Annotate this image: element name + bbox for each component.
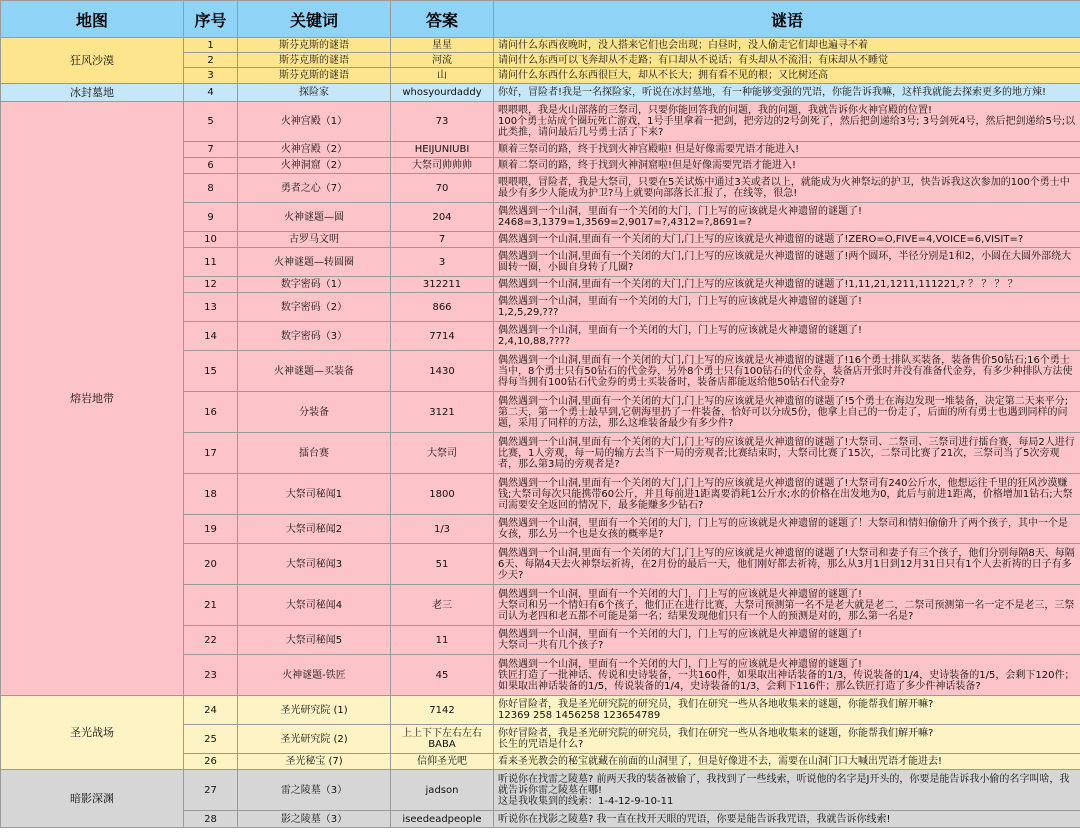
- row-number-cell: 8: [184, 174, 238, 203]
- keyword-cell: 圣光研究院 (1): [238, 696, 391, 725]
- header-row: [1, 1, 1080, 38]
- row-number-cell: 21: [184, 585, 238, 626]
- keyword-cell: 影之陵墓（3）: [238, 811, 391, 828]
- riddle-cell: 偶然遇到一个山洞，里面有一个关闭的大门，门上写的应该就是火神遗留的谜题了! 2468=3,1379=1,3569=2,9017=?,4312=?,8691=?: [494, 203, 1080, 232]
- keyword-cell: 火神宫殿（2）: [238, 142, 391, 158]
- keyword-cell: 大祭司秘闻2: [238, 515, 391, 544]
- row-number-cell: 17: [184, 433, 238, 474]
- keyword-cell: 雷之陵墓（3）: [238, 770, 391, 811]
- keyword-cell: 勇者之心（7）: [238, 174, 391, 203]
- answer-cell: iseedeadpeople: [391, 811, 494, 828]
- riddle-cell: 偶然遇到一个山洞，里面有一个关闭的大门，门上写的应该就是火神遗留的谜题了! 2,4,10,88,????: [494, 322, 1080, 351]
- answer-cell: 866: [391, 293, 494, 322]
- header-map: 地图: [1, 1, 184, 38]
- map-cell: 熔岩地带: [1, 102, 184, 696]
- keyword-cell: 大祭司秘闻3: [238, 544, 391, 585]
- row-number-cell: 27: [184, 770, 238, 811]
- row-number-cell: 13: [184, 293, 238, 322]
- riddle-cell: 偶然遇到一个山洞，里面有一个关闭的大门，门上写的应该就是火神遗留的谜题了！大祭司和情妇偷偷升了两个孩子，其中一个是女孩，那么另一个也是女孩的概率是?: [494, 515, 1080, 544]
- answer-cell: 1/3: [391, 515, 494, 544]
- keyword-cell: 大祭司秘闻5: [238, 626, 391, 655]
- row-number-cell: 19: [184, 515, 238, 544]
- answer-cell: 204: [391, 203, 494, 232]
- row-number-cell: 28: [184, 811, 238, 828]
- keyword-cell: 大祭司秘闻1: [238, 474, 391, 515]
- row-number-cell: 4: [184, 84, 238, 102]
- keyword-cell: 数字密码（3）: [238, 322, 391, 351]
- keyword-cell: 火神谜题-铁匠: [238, 655, 391, 696]
- answer-cell: 11: [391, 626, 494, 655]
- row-number-cell: 12: [184, 277, 238, 293]
- riddle-cell: 你好冒险者，我是圣光研究院的研究员，我们在研究一些从各地收集来的谜题，你能帮我们解开嘛? 长生的咒语是什么?: [494, 725, 1080, 754]
- riddle-cell: 偶然遇到一个山洞,里面有一个关闭的大门,门上写的应该就是火神遗留的谜题了!大祭司和妻子有三个孩子，他们分别每隔8天、每隔6天、每隔4天去火神祭坛祈祷，在2月份的最后一天，他们刚好都去祈祷，那么从3月1日到12月31日只有1个人去祈祷的日子有多少天?: [494, 544, 1080, 585]
- riddle-cell: 请问什么东西可以飞奔却从不走路；有口却从不说话；有头却从不流泪；有床却从不睡觉: [494, 53, 1080, 68]
- row-number-cell: 22: [184, 626, 238, 655]
- answer-cell: 7: [391, 232, 494, 248]
- table-body: [1, 38, 1080, 828]
- answer-cell: 河流: [391, 53, 494, 68]
- keyword-cell: 火神谜题—转圆圈: [238, 248, 391, 277]
- row-number-cell: 5: [184, 102, 238, 142]
- row-number-cell: 24: [184, 696, 238, 725]
- keyword-cell: 圣光研究院 (2): [238, 725, 391, 754]
- keyword-cell: 斯芬克斯的谜语: [238, 53, 391, 68]
- answer-cell: 45: [391, 655, 494, 696]
- keyword-cell: 古罗马文明: [238, 232, 391, 248]
- answer-cell: 312211: [391, 277, 494, 293]
- riddle-cell: 顺着三祭司的路，终于找到火神宫殿啦! 但是好像需要咒语才能进入!: [494, 142, 1080, 158]
- map-cell: 冰封墓地: [1, 84, 184, 102]
- answer-cell: 星星: [391, 38, 494, 53]
- riddle-cell: 偶然遇到一个山洞,里面有一个关闭的大门,门上写的应该就是火神遗留的谜题了!大祭司有240公斤水，他想运往千里的狂风沙漠赚钱;大祭司每次只能携带60公斤，并且每前进1距离要消耗1公斤水;水的价格在出发地为0，此后与前进1距离，价格增加1钻石;大祭司需要安全返回的情况下，最多能赚多少钻石?: [494, 474, 1080, 515]
- answer-cell: 7142: [391, 696, 494, 725]
- row-number-cell: 20: [184, 544, 238, 585]
- keyword-cell: 探险家: [238, 84, 391, 102]
- row-number-cell: 6: [184, 158, 238, 174]
- riddle-cell: 请问什么东西夜晚时，没人搭来它们也会出现；白昼时，没人偷走它们却也遍寻不着: [494, 38, 1080, 53]
- row-number-cell: 2: [184, 53, 238, 68]
- answer-cell: 3: [391, 248, 494, 277]
- riddle-cell: 偶然遇到一个山洞，里面有一个关闭的大门，门上写的应该就是火神遗留的谜题了! 铁匠打造了一批神话、传说和史诗装备，一共160件，如果取出神话装备的1/3，传说装备的1/4，史诗装备的1/5，会剩下120件；如果取出神话装备的1/5，传说装备的1/4，史诗装备的1/3，会剩下116件；那么铁匠打造了多少件神话装备?: [494, 655, 1080, 696]
- riddle-cell: 喂喂喂，我是火山部落的三祭司，只要你能回答我的问题，我的问题，我就告诉你火神宫殿的位置! 100个勇士站成个圈玩死亡游戏，1号手里拿着一把剑，把旁边的2号剑死了，然后把剑递给3号; 3号剑死4号，然后把剑递给5号;以此类推，请问最后几号勇士活了下来?: [494, 102, 1080, 142]
- riddle-cell: 偶然遇到一个山洞,里面有一个关闭的大门,门上写的应该就是火神遗留的谜题了!两个圆环，半径分别是1和2，小圆在大圆外部绕大圆转一圈，小圆自身转了几圈?: [494, 248, 1080, 277]
- answer-cell: HEIJUNIUBI: [391, 142, 494, 158]
- table-row: [1, 102, 1080, 142]
- map-cell: 暗影深渊: [1, 770, 184, 828]
- riddle-cell: 喂喂喂，冒险者，我是大祭司，只要在5关试炼中通过3关或者以上，就能成为火神祭坛的护卫，快告诉我这次参加的100个勇士中最少有多少人能成为护卫?马上就要向部落长汇报了，在线等，很急!: [494, 174, 1080, 203]
- answer-cell: 1800: [391, 474, 494, 515]
- answer-cell: whosyourdaddy: [391, 84, 494, 102]
- row-number-cell: 15: [184, 351, 238, 392]
- answer-cell: 3121: [391, 392, 494, 433]
- answer-cell: 信仰圣光吧: [391, 754, 494, 770]
- answer-cell: 51: [391, 544, 494, 585]
- riddle-cell: 请问什么东西什么东西很巨大，却从不长大；拥有看不见的根；又比树还高: [494, 68, 1080, 84]
- header-keyword: 关键词: [238, 1, 391, 38]
- table-row: [1, 84, 1080, 102]
- answer-cell: 1430: [391, 351, 494, 392]
- answer-cell: 上上下下左右左右BABA: [391, 725, 494, 754]
- keyword-cell: 火神谜题—买装备: [238, 351, 391, 392]
- riddle-cell: 偶然遇到一个山洞,里面有一个关闭的大门,门上写的应该就是火神遗留的谜题了!16个勇士排队买装备，装备售价50钻石;16个勇士当中，8个勇士只有50钻石的代金券，另外8个勇士只有100钻石的代金券，装备店开张时并没有准备代金券，有多少种排队方法使得每当拥有100钻石代金券的勇士买装备时，装备店都能返给他50钻石代金券?: [494, 351, 1080, 392]
- map-cell: 狂风沙漠: [1, 38, 184, 84]
- riddle-cell: 你好冒险者，我是圣光研究院的研究员，我们在研究一些从各地收集来的谜题，你能帮我们解开嘛? 12369 258 1456258 123654789: [494, 696, 1080, 725]
- keyword-cell: 火神宫殿（1）: [238, 102, 391, 142]
- answer-cell: 大祭司帅帅帅: [391, 158, 494, 174]
- row-number-cell: 3: [184, 68, 238, 84]
- row-number-cell: 16: [184, 392, 238, 433]
- map-cell: 圣光战场: [1, 696, 184, 770]
- table-row: [1, 38, 1080, 53]
- riddle-cell: 看来圣光教会的秘宝就藏在前面的山洞里了，但是好像进不去，需要在山洞门口大喊出咒语才能进去!: [494, 754, 1080, 770]
- riddle-cell: 偶然遇到一个山洞,里面有一个关闭的大门,门上写的应该就是火神遗留的谜题了!ZERO=O,FIVE=4,VOICE=6,VISIT=?: [494, 232, 1080, 248]
- riddle-cell: 顺着二祭司的路，终于找到火神洞窟啦!但是好像需要咒语才能进入!: [494, 158, 1080, 174]
- riddle-cell: 偶然遇到一个山洞,里面有一个关闭的大门,门上写的应该就是火神遗留的谜题了!大祭司、二祭司、三祭司进行擂台赛，每局2人进行比赛，1人旁观，每一局的输方去当下一局的旁观者;比赛结束时，大祭司比赛了15次，二祭司比赛了21次，三祭司当了5次旁观者，那么第3局的旁观者是?: [494, 433, 1080, 474]
- riddle-cell: 偶然遇到一个山洞，里面有一个关闭的大门，门上写的应该就是火神遗留的谜题了! 大祭司和另一个情妇有6个孩子，他们正在进行比赛，大祭司预测第一名不是老大就是老二，二祭司预测第一名一定不是老三，三祭司认为老四和老五都不可能是第一名；结果发现他们只有一个人的预测是对的，那么第一名是?: [494, 585, 1080, 626]
- keyword-cell: 擂台赛: [238, 433, 391, 474]
- answer-cell: 70: [391, 174, 494, 203]
- keyword-cell: 火神谜题—圆: [238, 203, 391, 232]
- keyword-cell: 斯芬克斯的谜语: [238, 68, 391, 84]
- header-riddle: 谜语: [494, 1, 1080, 38]
- riddle-cell: 偶然遇到一个山洞，里面有一个关闭的大门，门上写的应该就是火神遗留的谜题了! 大祭司一共有几个孩子?: [494, 626, 1080, 655]
- row-number-cell: 1: [184, 38, 238, 53]
- row-number-cell: 11: [184, 248, 238, 277]
- keyword-cell: 斯芬克斯的谜语: [238, 38, 391, 53]
- answer-cell: 大祭司: [391, 433, 494, 474]
- keyword-cell: 圣光秘宝 (7): [238, 754, 391, 770]
- row-number-cell: 18: [184, 474, 238, 515]
- table-row: [1, 770, 1080, 811]
- answer-cell: jadson: [391, 770, 494, 811]
- keyword-cell: 数字密码（1）: [238, 277, 391, 293]
- table-row: [1, 696, 1080, 725]
- riddle-cell: 听说你在找雷之陵墓? 前两天我的装备被偷了，我找到了一些线索，听说他的名字是J开头的，你要是能告诉我小偷的名字叫啥，我就告诉你雷之陵墓在哪! 这是我收集到的线索：1-4-12-9-10-11: [494, 770, 1080, 811]
- row-number-cell: 14: [184, 322, 238, 351]
- keyword-cell: 火神洞窟（2）: [238, 158, 391, 174]
- header-answer: 答案: [391, 1, 494, 38]
- answer-cell: 山: [391, 68, 494, 84]
- row-number-cell: 9: [184, 203, 238, 232]
- keyword-cell: 分装备: [238, 392, 391, 433]
- row-number-cell: 10: [184, 232, 238, 248]
- row-number-cell: 25: [184, 725, 238, 754]
- riddle-cell: 听说你在找影之陵墓? 我一直在找开天眼的咒语，你要是能告诉我咒语，我就告诉你线索!: [494, 811, 1080, 828]
- answer-cell: 73: [391, 102, 494, 142]
- riddle-cell: 偶然遇到一个山洞，里面有一个关闭的大门，门上写的应该就是火神遗留的谜题了! 1,2,5,29,???: [494, 293, 1080, 322]
- row-number-cell: 26: [184, 754, 238, 770]
- answer-cell: 老三: [391, 585, 494, 626]
- riddle-cell: 偶然遇到一个山洞,里面有一个关闭的大门,门上写的应该就是火神遗留的谜题了!5个勇士在海边发现一堆装备，决定第二天来平分;第二天，第一个勇士最早到,它朝海里扔了一件装备，恰好可以分成5份，他拿上自己的一份走了，后面的所有勇士也遇到同样的问题，采用了同样的方法，那么这堆装备最少有多少件?: [494, 392, 1080, 433]
- header-num: 序号: [184, 1, 238, 38]
- row-number-cell: 7: [184, 142, 238, 158]
- keyword-cell: 大祭司秘闻4: [238, 585, 391, 626]
- row-number-cell: 23: [184, 655, 238, 696]
- riddle-cell: 你好，冒险者!我是一名探险家，听说在冰封墓地，有一种能够变强的咒语，你能告诉我嘛，这样我就能去探索更多的地方辣!: [494, 84, 1080, 102]
- riddle-cell: 偶然遇到一个山洞,里面有一个关闭的大门,门上写的应该就是火神遗留的谜题了!1,11,21,1211,111221,? ？ ？ ？ ？: [494, 277, 1080, 293]
- keyword-cell: 数字密码（2）: [238, 293, 391, 322]
- answer-cell: 7714: [391, 322, 494, 351]
